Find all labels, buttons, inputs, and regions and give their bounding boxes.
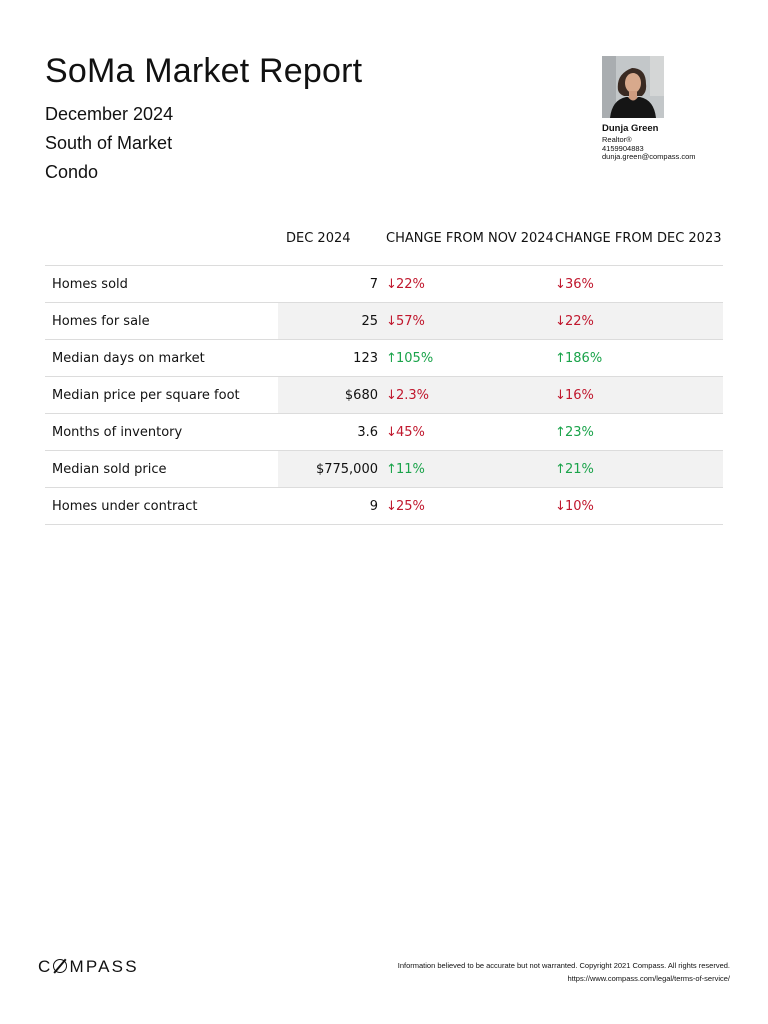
agent-role: Realtor®	[602, 135, 632, 144]
footer-disclaimer	[398, 960, 730, 985]
metric-value: 25	[278, 303, 386, 340]
metric-value: 3.6	[278, 414, 386, 451]
market-stats-table	[45, 212, 723, 525]
compass-logo: C MPASS	[38, 957, 139, 976]
trend-arrow-icon: ↓	[555, 313, 566, 329]
change-from-nov: ↑11%	[386, 461, 425, 477]
change-from-nov: ↓25%	[386, 498, 425, 514]
trend-arrow-icon: ↓	[386, 424, 397, 440]
column-header-change-nov: CHANGE FROM NOV 2024	[386, 212, 555, 266]
metric-value: 7	[278, 266, 386, 303]
agent-card	[602, 56, 742, 162]
table-row	[45, 303, 723, 340]
column-header-metric	[45, 212, 278, 266]
agent-photo	[602, 56, 664, 118]
change-from-nov: ↑105%	[386, 350, 434, 366]
table-row	[45, 377, 723, 414]
table-row	[45, 451, 723, 488]
change-from-nov: ↓45%	[386, 424, 425, 440]
disclaimer-text: Information believed to be accurate but not warranted. Copyright 2021 Compass. All rights reserved.	[397, 961, 730, 970]
trend-arrow-icon: ↓	[386, 387, 397, 403]
trend-arrow-icon: ↑	[386, 350, 397, 366]
metric-label: Median price per square foot	[45, 377, 278, 414]
trend-arrow-icon: ↓	[386, 498, 397, 514]
trend-arrow-icon: ↓	[555, 276, 566, 292]
metric-value: $680	[278, 377, 386, 414]
trend-arrow-icon: ↑	[555, 424, 566, 440]
change-from-dec: ↓22%	[555, 313, 594, 329]
report-area: South of Market	[45, 133, 173, 153]
report-property-type: Condo	[45, 162, 99, 182]
agent-portrait-icon	[602, 56, 664, 118]
metric-value: 9	[278, 488, 386, 525]
change-from-dec: ↑186%	[555, 350, 603, 366]
metric-label: Months of inventory	[45, 414, 278, 451]
agent-email[interactable]: dunja.green@compass.com	[602, 152, 696, 161]
change-from-nov: ↓22%	[386, 276, 425, 292]
change-from-dec: ↓36%	[555, 276, 594, 292]
agent-name: Dunja Green	[602, 123, 659, 134]
metric-label: Homes sold	[45, 266, 278, 303]
metric-label: Median days on market	[45, 340, 278, 377]
trend-arrow-icon: ↓	[555, 498, 566, 514]
change-from-dec: ↓10%	[555, 498, 594, 514]
trend-arrow-icon: ↑	[555, 461, 566, 477]
terms-link[interactable]: https://www.compass.com/legal/terms-of-service/	[567, 973, 730, 983]
metric-label: Homes under contract	[45, 488, 278, 525]
change-from-nov: ↓57%	[386, 313, 425, 329]
trend-arrow-icon: ↓	[386, 276, 397, 292]
column-header-dec-2024: DEC 2024	[278, 212, 386, 266]
trend-arrow-icon: ↑	[386, 461, 397, 477]
report-title: SoMa Market Report	[45, 52, 363, 90]
trend-arrow-icon: ↓	[386, 313, 397, 329]
compass-o-icon	[53, 959, 67, 973]
change-from-dec: ↓16%	[555, 387, 594, 403]
table-row	[45, 266, 723, 303]
change-from-dec: ↑21%	[555, 461, 594, 477]
trend-arrow-icon: ↓	[555, 387, 566, 403]
metric-label: Median sold price	[45, 451, 278, 488]
change-from-nov: ↓2.3%	[386, 387, 430, 403]
trend-arrow-icon: ↑	[555, 350, 566, 366]
table-row	[45, 488, 723, 525]
change-from-dec: ↑23%	[555, 424, 594, 440]
table-row	[45, 414, 723, 451]
column-header-change-dec: CHANGE FROM DEC 2023	[555, 212, 723, 266]
agent-phone[interactable]: 4159904883	[602, 143, 644, 153]
table-row	[45, 340, 723, 377]
report-period: December 2024	[45, 104, 174, 124]
metric-value: $775,000	[278, 451, 386, 488]
metric-value: 123	[278, 340, 386, 377]
table-header-row	[45, 212, 723, 266]
metric-label: Homes for sale	[45, 303, 278, 340]
